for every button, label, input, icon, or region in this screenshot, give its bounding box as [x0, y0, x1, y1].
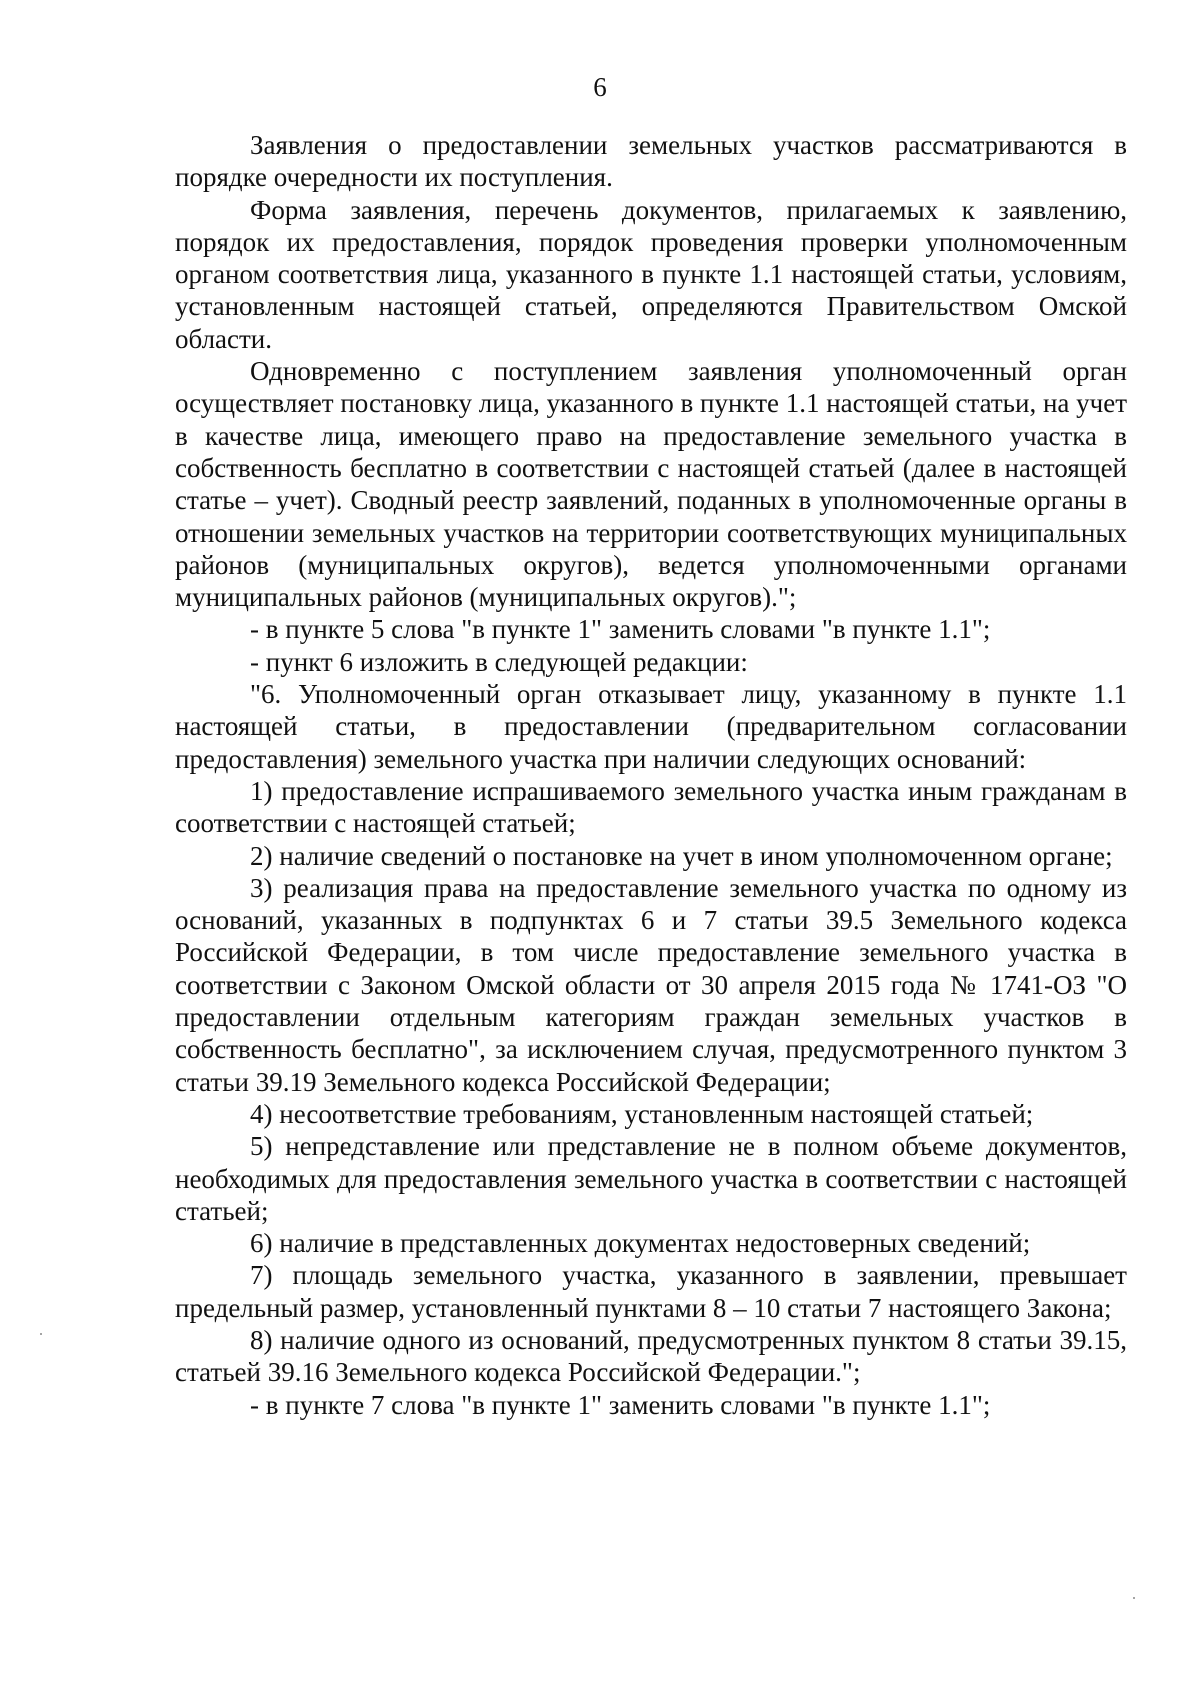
- paragraph-amend-item-6: - пункт 6 изложить в следующей редакции:: [250, 646, 748, 677]
- list-item-ground-5: 5) непредставление или представление не в полном объеме документов, необходимых для предоставления земельного участка в соответствии с настоящей статьей;: [175, 1131, 1127, 1226]
- paragraph-amend-item-7: - в пункте 7 слова "в пункте 1" заменить словами "в пункте 1.1";: [250, 1389, 991, 1420]
- list-item-ground-1: 1) предоставление испрашиваемого земельного участка иным гражданам в соответствии с настоящей статьей;: [175, 775, 1127, 839]
- paragraph-registration: Одновременно с поступлением заявления уполномоченный орган осуществляет постановку лица, указанного в пункте 1.1 настоящей статьи, на учет в качестве лица, имеющего право на предоставление земельного участка в собственность бесплатно в соответствии с настоящей статьей (далее в настоящей статье – учет). Сводный реестр заявлений, поданных в уполномоченные органы в отношении земельных участков на территории соответствующих муниципальных районов (муниципальных округов), ведется уполномоченными органами муниципальных районов (муниципальных округов).";: [175, 356, 1127, 613]
- list-item-ground-7: 7) площадь земельного участка, указанного в заявлении, превышает предельный размер, установленный пунктами 8 – 10 статьи 7 настоящего Закона;: [175, 1260, 1127, 1323]
- list-item-ground-3: 3) реализация права на предоставление земельного участка по одному из оснований, указанных в подпунктах 6 и 7 статьи 39.5 Земельного кодекса Российской Федерации, в том числе предоставление земельного участка в соответствии с Законом Омской области от 30 апреля 2015 года № 1741-ОЗ "О предоставлении отдельным категориям граждан земельных участков в собственность бесплатно", за исключением случая, предусмотренного пунктом 3 статьи 39.19 Земельного кодекса Российской Федерации;: [175, 872, 1127, 1097]
- page-number: 6: [593, 72, 607, 102]
- list-item-ground-4: 4) несоответствие требованиям, установленным настоящей статьей;: [250, 1098, 1034, 1129]
- list-item-ground-8: 8) наличие одного из оснований, предусмотренных пунктом 8 статьи 39.15, статьей 39.16 Земельного кодекса Российской Федерации.";: [175, 1324, 1127, 1388]
- paragraph-item-6-refusal: "6. Уполномоченный орган отказывает лицу, указанному в пункте 1.1 настоящей статьи, в предоставлении (предварительном согласовании предоставления) земельного участка при наличии следующих оснований:: [175, 679, 1127, 774]
- paragraph-applications-order: Заявления о предоставлении земельных участков рассматриваются в порядке очередности их поступления.: [175, 130, 1127, 193]
- list-item-ground-6: 6) наличие в представленных документах недостоверных сведений;: [250, 1228, 1031, 1259]
- paragraph-amend-item-5: - в пункте 5 слова "в пункте 1" заменить словами "в пункте 1.1";: [250, 614, 991, 645]
- scan-speck: [1133, 1597, 1135, 1599]
- paragraph-application-form: Форма заявления, перечень документов, прилагаемых к заявлению, порядок их предоставления, порядок проведения проверки уполномоченным органом соответствия лица, указанного в пункте 1.1 настоящей статьи, условиям, установленным настоящей статьей, определяются Правительством Омской области.: [175, 194, 1127, 354]
- document-body: [175, 129, 1127, 1421]
- scan-speck: [40, 1333, 42, 1335]
- list-item-ground-2: 2) наличие сведений о постановке на учет в ином уполномоченном органе;: [250, 840, 1113, 871]
